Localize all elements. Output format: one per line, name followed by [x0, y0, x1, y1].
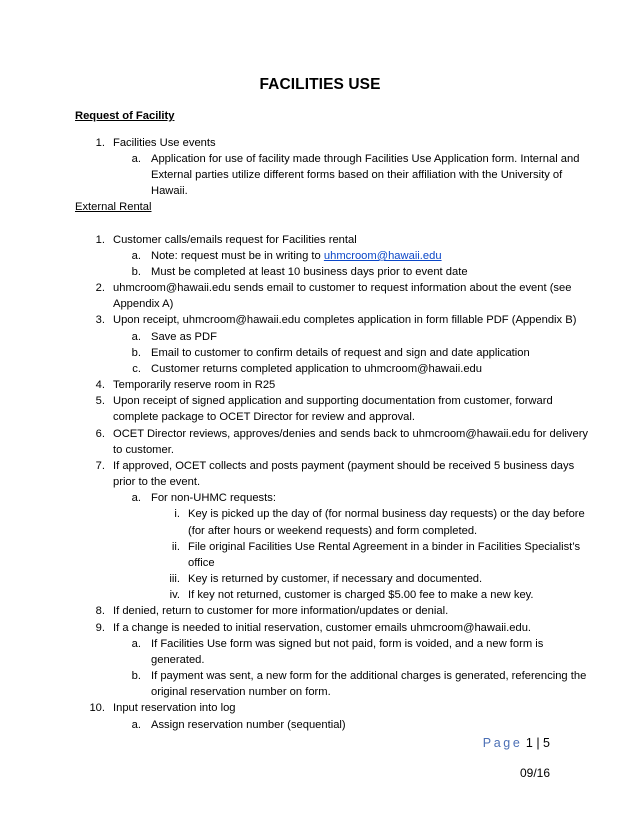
list-item-text: office — [188, 557, 215, 569]
footer-date: 09/16 — [519, 766, 550, 780]
list-item: prior to the event. — [113, 476, 201, 488]
list-letter: a. — [131, 638, 141, 650]
list-item-text: Customer returns completed application to uhmcroom@hawaii.edu — [151, 363, 482, 375]
list-letter: b. — [131, 266, 141, 278]
list-number: 3. — [95, 314, 105, 326]
list-letter: a. — [131, 153, 141, 165]
list-number: 5. — [95, 395, 105, 407]
list-item-text: Key is returned by customer, if necessary and documented. — [188, 573, 483, 585]
list-item: Appendix A) — [113, 298, 174, 310]
list-item: OCET Director reviews, approves/denies and sends back to uhmcroom@hawaii.edu for delivery — [113, 428, 589, 440]
list-letter: b. — [131, 670, 141, 682]
page-current: 1 — [525, 736, 533, 750]
list-item-text: Must be completed at least 10 business days prior to event date — [151, 266, 468, 278]
list-number: 1. — [95, 137, 105, 149]
list-item-text: If Facilities Use form was signed but not paid, form is voided, and a new form is — [151, 638, 544, 650]
list-item-text: For non-UHMC requests: — [151, 492, 276, 504]
page-number — [483, 736, 550, 750]
list-roman: ii. — [171, 541, 180, 553]
section-heading-external: External Rental — [75, 201, 152, 213]
list-item-text: If payment was sent, a new form for the additional charges is generated, referencing the — [151, 670, 587, 682]
page-total: 5 — [543, 736, 550, 750]
list-item: to customer. — [113, 444, 174, 456]
list-number: 1. — [95, 234, 105, 246]
list-item: Customer calls/emails request for Facilities rental — [113, 234, 357, 246]
list-number: 7. — [95, 460, 105, 472]
list-roman: i. — [174, 508, 180, 520]
list-item: Upon receipt, uhmcroom@hawaii.edu completes application in form fillable PDF (Appendix B) — [113, 314, 577, 326]
list-item-text: original reservation number on form. — [151, 686, 331, 698]
list-item: Upon receipt of signed application and supporting documentation from customer, forward — [113, 395, 553, 407]
note-text: Note: request must be in writing to — [151, 250, 324, 262]
list-number: 10. — [89, 702, 105, 714]
list-item-text: generated. — [151, 654, 205, 666]
list-letter: a. — [131, 250, 141, 262]
list-item: complete package to OCET Director for review and approval. — [113, 411, 415, 423]
list-item-text — [151, 249, 442, 263]
list-letter: a. — [131, 331, 141, 343]
list-item-text: Assign reservation number (sequential) — [151, 719, 346, 731]
section-heading-request: Request of Facility — [75, 110, 175, 122]
list-roman: iii. — [169, 573, 180, 585]
list-number: 2. — [95, 282, 105, 294]
list-number: 4. — [95, 379, 105, 391]
list-item: uhmcroom@hawaii.edu sends email to customer to request information about the event (see — [113, 282, 572, 294]
list-item-text: Application for use of facility made through Facilities Use Application form. Internal and — [151, 153, 580, 165]
email-link[interactable]: uhmcroom@hawaii.edu — [323, 250, 442, 262]
list-item: Facilities Use events — [113, 137, 216, 149]
list-item-text: Email to customer to confirm details of request and sign and date application — [151, 347, 530, 359]
list-letter: a. — [131, 719, 141, 731]
list-item: Temporarily reserve room in R25 — [113, 379, 276, 391]
list-item: If denied, return to customer for more information/updates or denial. — [113, 605, 449, 617]
list-item: If a change is needed to initial reservation, customer emails uhmcroom@hawaii.edu. — [113, 622, 532, 634]
list-item-text: Save as PDF — [151, 331, 217, 343]
list-item-text: File original Facilities Use Rental Agreement in a binder in Facilities Specialist’s — [188, 541, 581, 553]
list-item: Input reservation into log — [113, 702, 236, 714]
page-word: Page — [482, 736, 523, 750]
list-item-text: (for after hours or weekend requests) and form completed. — [188, 525, 478, 537]
list-item-text: External parties utilize different forms based on their affiliation with the University of — [151, 169, 563, 181]
list-letter: b. — [131, 347, 141, 359]
list-item-text: Key is picked up the day of (for normal business day requests) or the day before — [188, 508, 585, 520]
list-number: 8. — [95, 605, 105, 617]
list-item: If approved, OCET collects and posts payment (payment should be received 5 business days — [113, 460, 575, 472]
list-item-text: Hawaii. — [151, 185, 188, 197]
list-letter: a. — [131, 492, 141, 504]
list-letter: c. — [132, 363, 141, 375]
list-roman: iv. — [169, 589, 180, 601]
page-title: FACILITIES USE — [259, 76, 381, 93]
list-number: 9. — [95, 622, 105, 634]
list-item-text: If key not returned, customer is charged $5.00 fee to make a new key. — [188, 589, 534, 601]
page-separator: | — [536, 736, 540, 750]
list-number: 6. — [95, 428, 105, 440]
